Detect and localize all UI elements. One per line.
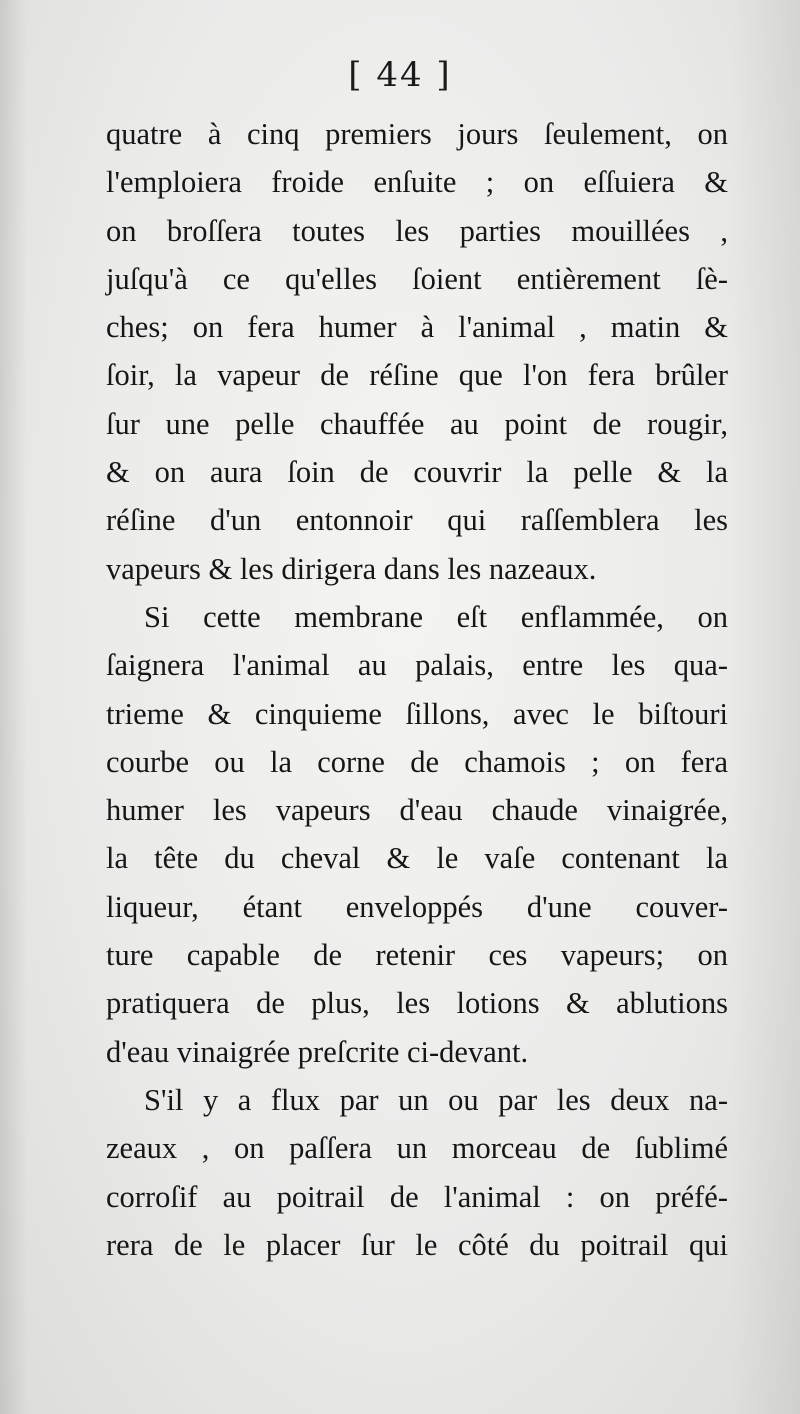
body-text — [106, 110, 728, 1269]
text-line: juſqu'à ce qu'elles ſoient entièrement ſè- — [106, 261, 728, 296]
text-line: l'emploiera froide enſuite ; on eſſuiera & — [106, 165, 728, 200]
text-line: & on aura ſoin de couvrir la pelle & la — [106, 455, 728, 490]
text-line: ſaignera l'animal au palais, entre les qua- — [106, 648, 728, 683]
text-line: liqueur, étant enveloppés d'une couver- — [106, 889, 728, 924]
text-line: courbe ou la corne de chamois ; on fera — [106, 744, 728, 779]
text-line: trieme & cinquieme ſillons, avec le biſtouri — [106, 696, 728, 731]
text-line: ſur une pelle chauffée au point de rougir, — [106, 406, 728, 441]
text-line: ture capable de retenir ces vapeurs; on — [106, 938, 728, 973]
text-line: humer les vapeurs d'eau chaude vinaigrée, — [106, 793, 728, 828]
text-line: ſoir, la vapeur de réſine que l'on fera brûler — [106, 358, 728, 393]
paragraph-start-line: S'il y a flux par un ou par les deux na- — [144, 1082, 728, 1117]
text-line: la tête du cheval & le vaſe contenant la — [106, 841, 728, 876]
paragraph-end-line: d'eau vinaigrée preſcrite ci-devant. — [106, 1034, 529, 1069]
text-line: réſine d'un entonnoir qui raſſemblera les — [106, 503, 728, 538]
text-line: rera de le placer ſur le côté du poitrail qui — [106, 1227, 728, 1262]
text-line: pratiquera de plus, les lotions & ablutions — [106, 986, 728, 1021]
page-number: [ 44 ] — [348, 55, 452, 95]
text-line: zeaux , on paſſera un morceau de ſublimé — [106, 1131, 728, 1166]
text-line: quatre à cinq premiers jours ſeulement, on — [106, 117, 728, 151]
text-line: ches; on fera humer à l'animal , matin & — [106, 310, 728, 345]
paragraph-start-line: Si cette membrane eſt enflammée, on — [144, 599, 728, 634]
text-line: corroſif au poitrail de l'animal : on préfé- — [106, 1179, 728, 1214]
paragraph-end-line: vapeurs & les dirigera dans les nazeaux. — [106, 551, 597, 586]
text-line: on broſſera toutes les parties mouillées , — [106, 213, 728, 248]
